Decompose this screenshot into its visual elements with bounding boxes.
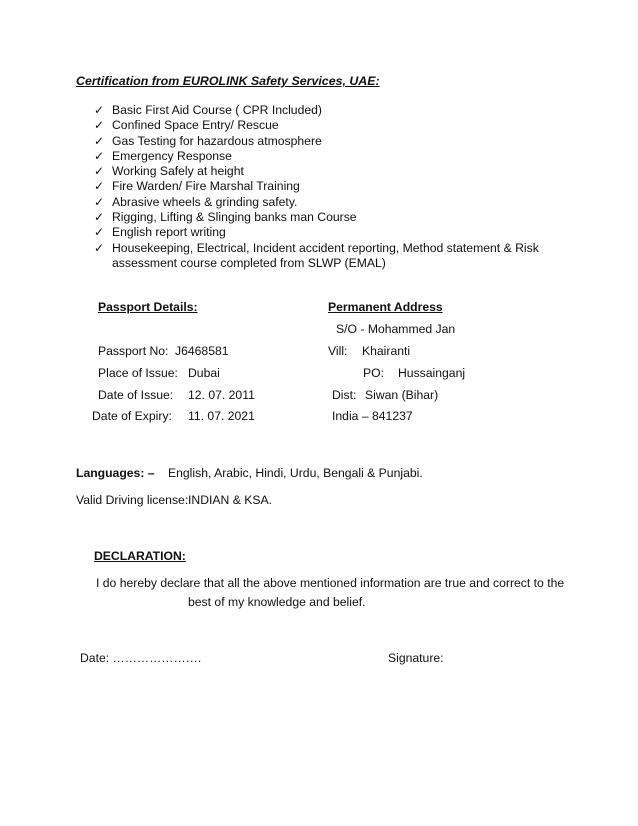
check-icon: ✓ [94,118,105,133]
certification-item [94,179,594,194]
address-vill-label: Vill: [328,344,348,358]
date-of-issue-label: Date of Issue: [98,388,174,402]
check-icon: ✓ [94,133,105,148]
check-icon: ✓ [94,103,105,117]
certification-item-text: Gas Testing for hazardous atmosphere [112,133,322,148]
languages-label: Languages: – [76,466,155,480]
certification-item-text: Rigging, Lifting & Slinging banks man Course [112,210,357,225]
certification-item-text: Housekeeping, Electrical, Incident accident reporting, Method statement & Risk assessment course completed from SLWP (EMAL) [112,240,539,270]
passport-no-value: J6468581 [175,344,229,358]
place-of-issue-value: Dubai [188,366,220,380]
declaration-heading: DECLARATION: [94,549,186,563]
certification-item-text: Basic First Aid Course ( CPR Included) [112,103,322,117]
address-dist-label: Dist: [332,388,357,402]
certification-item [94,103,594,118]
certification-item-text: Working Safely at height [112,164,244,179]
check-icon: ✓ [94,179,105,194]
passport-no-label: Passport No: [98,344,169,358]
date-of-expiry-value: 11. 07. 2021 [188,409,255,423]
date-of-expiry-label: Date of Expiry: [92,409,172,423]
certification-item [94,195,594,210]
address-po-label: PO: [363,366,384,380]
certification-item [94,149,594,164]
declaration-line2: best of my knowledge and belief. [188,595,366,609]
check-icon: ✓ [94,240,105,255]
certification-title: Certification from EUROLINK Safety Services, UAE: [76,74,380,88]
address-india: India – 841237 [332,409,413,423]
date-of-issue-value: 12. 07. 2011 [188,388,255,402]
check-icon: ✓ [94,225,105,240]
driving-license-value: INDIAN & KSA. [188,493,272,507]
passport-heading: Passport Details: [98,300,198,314]
languages-value: English, Arabic, Hindi, Urdu, Bengali & Punjabi. [168,466,423,480]
address-heading: Permanent Address [328,300,443,314]
declaration-line1: I do hereby declare that all the above mentioned information are true and correct to the [96,576,565,590]
certification-item [94,134,594,149]
date-field: Date: …………………. [80,651,202,665]
certification-item [94,118,594,133]
certification-item [94,210,594,225]
check-icon: ✓ [94,210,105,225]
driving-license-label: Valid Driving license: [76,493,189,507]
certification-item [94,164,594,179]
address-dist-value: Siwan (Bihar) [365,388,439,402]
certification-item [94,225,594,240]
place-of-issue-label: Place of Issue: [98,366,178,380]
certification-item-text: Emergency Response [112,148,232,163]
address-po-value: Hussainganj [398,366,466,380]
check-icon: ✓ [94,164,105,179]
certification-item-text: Confined Space Entry/ Rescue [112,118,279,133]
signature-field: Signature: [388,651,444,665]
address-vill-value: Khairanti [362,344,411,358]
check-icon: ✓ [94,148,105,163]
certification-item-text: Abrasive wheels & grinding safety. [112,194,298,209]
certification-list [94,103,594,271]
certification-item-text: English report writing [112,225,226,240]
certification-item [94,241,594,272]
check-icon: ✓ [94,194,105,209]
certification-item-text: Fire Warden/ Fire Marshal Training [112,179,300,194]
address-so: S/O - Mohammed Jan [336,322,456,336]
